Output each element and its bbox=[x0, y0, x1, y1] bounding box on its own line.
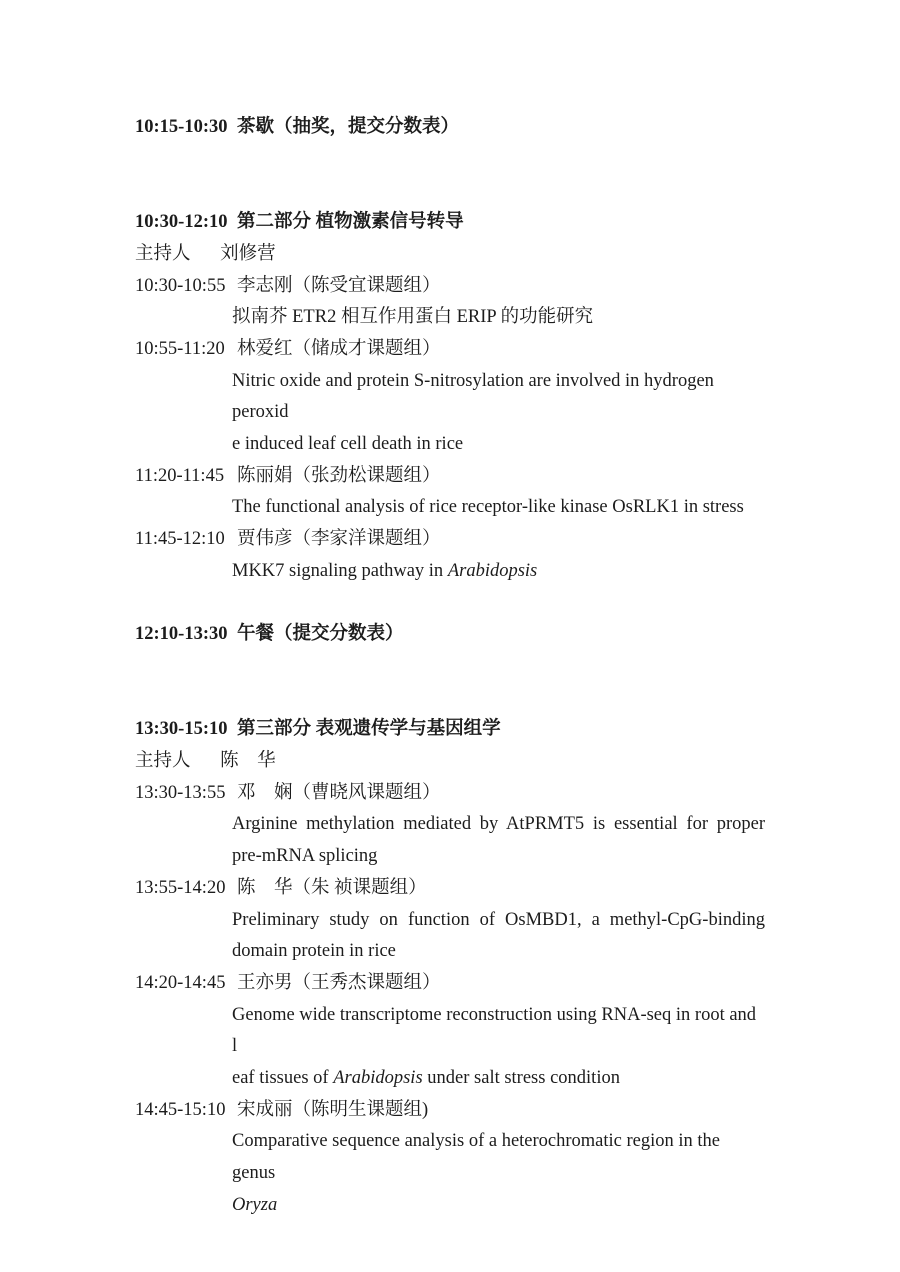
talk-title-text: 拟南芥 ETR2 相互作用蛋白 ERIP 的功能研究 bbox=[232, 307, 594, 328]
speaker-name: 王亦男（王秀杰课题组） bbox=[237, 972, 441, 993]
talk-title-line bbox=[232, 1126, 765, 1189]
speaker-name: 陈 华（朱 祯课题组） bbox=[237, 877, 427, 898]
session-heading-row bbox=[135, 112, 765, 144]
chair-label: 主持人 bbox=[135, 751, 191, 772]
talk-row bbox=[135, 271, 765, 334]
talk-title-text: Comparative sequence analysis of a heterochromatic region in the genus bbox=[232, 1131, 721, 1184]
talk-title-line bbox=[232, 366, 765, 429]
time-range: 10:30-12:10 bbox=[135, 212, 228, 233]
speaker-name: 陈丽娟（张劲松课题组） bbox=[237, 465, 441, 486]
species-name-italic: Arabidopsis bbox=[333, 1068, 423, 1089]
talk-row bbox=[135, 873, 765, 968]
talk-title-line bbox=[232, 905, 765, 937]
session-title: 午餐（提交分数表） bbox=[237, 624, 404, 645]
talk-title-text: e induced leaf cell death in rice bbox=[232, 434, 464, 455]
time-range: 14:45-15:10 bbox=[135, 1099, 226, 1120]
time-range: 12:10-13:30 bbox=[135, 624, 228, 645]
schedule bbox=[135, 112, 765, 1222]
time-range: 13:55-14:20 bbox=[135, 877, 226, 898]
speaker-name: 李志刚（陈受宜课题组） bbox=[237, 275, 441, 296]
talk-title-text: domain protein in rice bbox=[232, 941, 396, 962]
speaker-name: 林爱红（储成才课题组） bbox=[237, 338, 441, 359]
talk-title-line bbox=[232, 1190, 765, 1222]
time-range: 11:45-12:10 bbox=[135, 529, 225, 550]
talk-title-text: pre-mRNA splicing bbox=[232, 846, 378, 867]
session-heading-row bbox=[135, 714, 765, 746]
talk-title-text: MKK7 signaling pathway in bbox=[232, 560, 448, 581]
time-range: 14:20-14:45 bbox=[135, 972, 226, 993]
species-name-italic: Oryza bbox=[232, 1194, 278, 1215]
talk-row bbox=[135, 968, 765, 1095]
talk-title-line bbox=[232, 809, 765, 841]
species-name-italic: Arabidopsis bbox=[447, 560, 538, 581]
talk-title-line bbox=[232, 841, 765, 873]
time-range: 10:30-10:55 bbox=[135, 275, 226, 296]
talk-title-line bbox=[232, 429, 765, 461]
time-range: 10:55-11:20 bbox=[135, 338, 225, 359]
talk-title-line bbox=[232, 1000, 765, 1063]
session-title: 茶歇（抽奖，提交分数表） bbox=[237, 117, 460, 137]
talk-title-text: Nitric oxide and protein S-nitrosylation are involved in hydrogen peroxid bbox=[232, 370, 714, 423]
talk-title-line bbox=[232, 492, 765, 524]
talk-title-text: under salt stress condition bbox=[422, 1068, 620, 1089]
chair-label: 主持人 bbox=[135, 243, 191, 264]
chair-name: 陈 华 bbox=[220, 751, 276, 772]
session-chair-row bbox=[135, 239, 765, 271]
talk-row bbox=[135, 461, 765, 524]
speaker-name: 邓 娴（曹晓风课题组） bbox=[237, 782, 441, 803]
session-chair-row bbox=[135, 746, 765, 778]
talk-row bbox=[135, 334, 765, 461]
talk-title-line bbox=[232, 1063, 765, 1095]
talk-title-text: The functional analysis of rice receptor-like kinase OsRLK1 in stress bbox=[232, 497, 744, 518]
talk-title-line bbox=[232, 936, 765, 968]
time-range: 11:20-11:45 bbox=[135, 465, 225, 486]
time-range: 13:30-13:55 bbox=[135, 782, 226, 803]
talk-title-line bbox=[232, 302, 765, 334]
chair-name: 刘修营 bbox=[220, 243, 276, 264]
time-range: 10:15-10:30 bbox=[135, 117, 228, 137]
talk-title-line bbox=[232, 556, 765, 588]
session-title: 第二部分 植物激素信号转导 bbox=[237, 212, 464, 233]
session-title: 第三部分 表观遗传学与基因组学 bbox=[237, 719, 501, 740]
session-heading-row bbox=[135, 207, 765, 239]
session-heading-row bbox=[135, 619, 765, 651]
talk-title-text: Arginine methylation mediated by AtPRMT5 is essential for proper bbox=[232, 814, 765, 835]
talk-row bbox=[135, 1095, 765, 1222]
talk-row bbox=[135, 778, 765, 873]
talk-row bbox=[135, 524, 765, 587]
talk-title-text: eaf tissues of bbox=[232, 1068, 334, 1089]
time-range: 13:30-15:10 bbox=[135, 719, 228, 740]
speaker-name: 宋成丽（陈明生课题组) bbox=[237, 1099, 429, 1120]
speaker-name: 贾伟彦（李家洋课题组） bbox=[237, 529, 441, 550]
talk-title-text: Preliminary study on function of OsMBD1, a methyl-CpG-binding bbox=[232, 909, 765, 930]
talk-title-text: Genome wide transcriptome reconstruction using RNA-seq in root and l bbox=[232, 1004, 757, 1057]
